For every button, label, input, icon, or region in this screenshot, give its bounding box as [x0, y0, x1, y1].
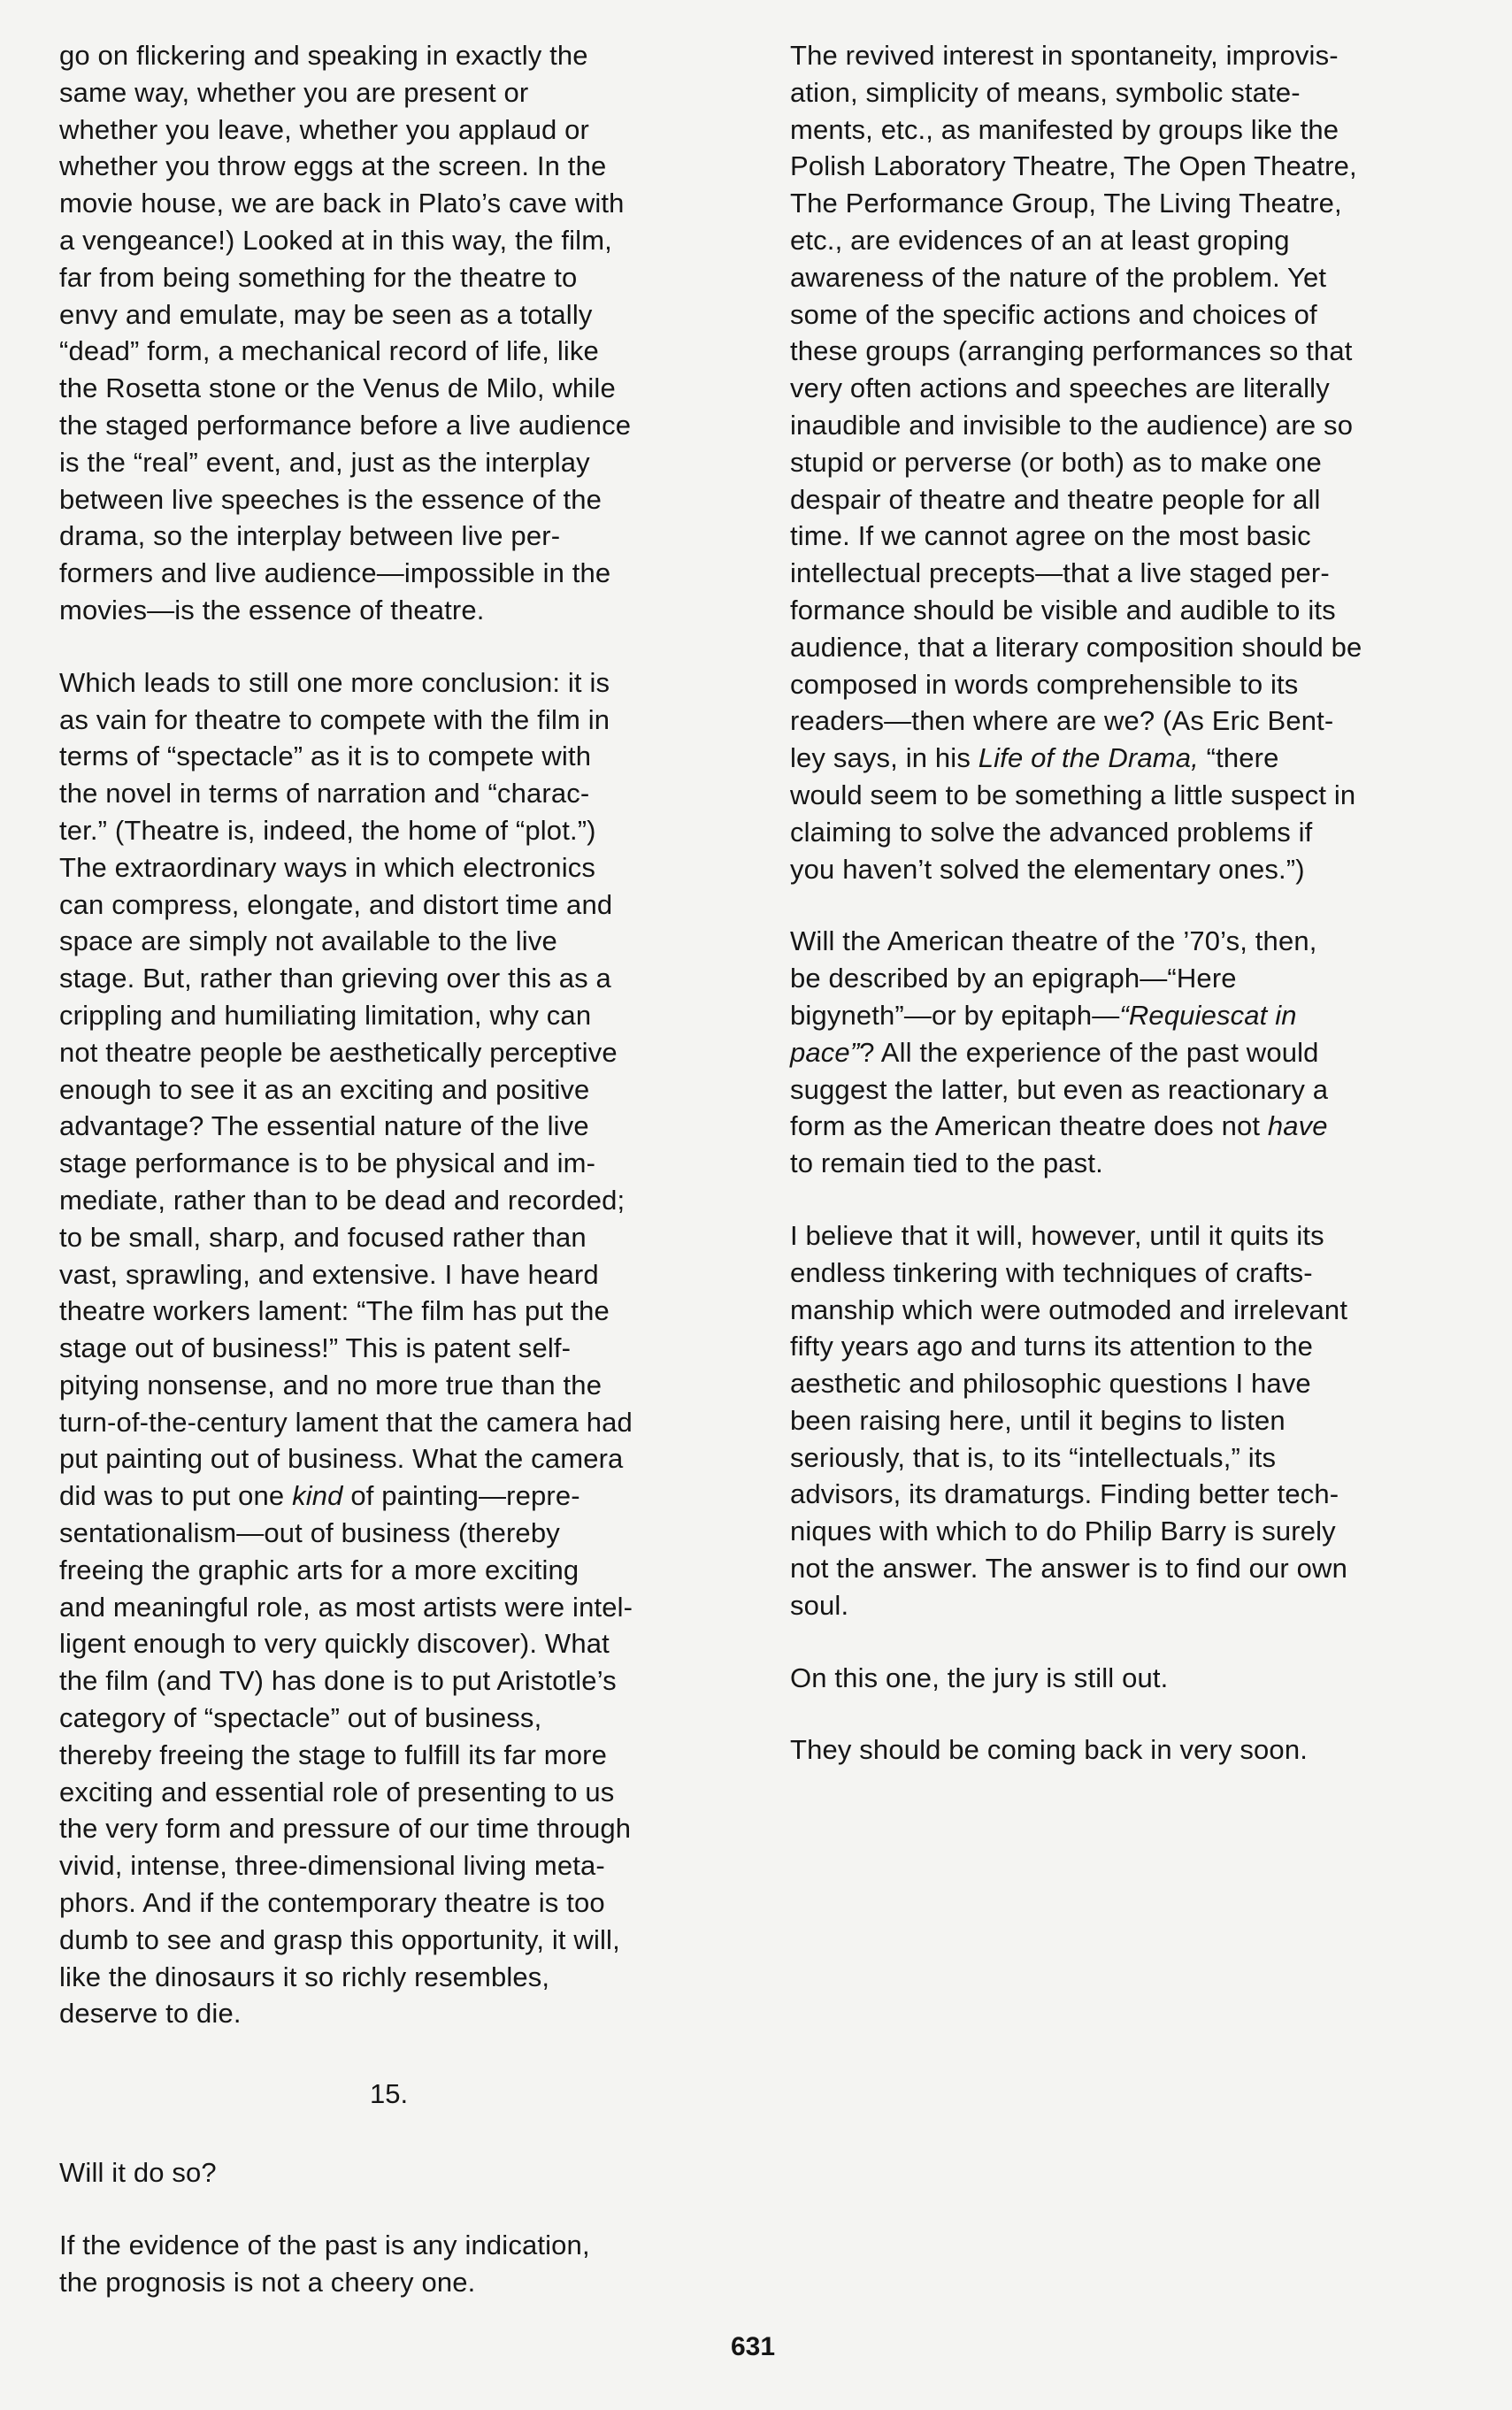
text-line: etc., are evidences of an at least groping	[790, 224, 1290, 256]
text-line	[790, 1108, 1471, 1145]
text-line: be described by an epigraph—“Here	[790, 963, 1237, 994]
text-run: “there	[1198, 742, 1279, 774]
text-line: ligent enough to very quickly discover). What	[59, 1628, 610, 1660]
text-line: turn-of-the-century lament that the camera had	[59, 1406, 633, 1438]
text-line: thereby freeing the stage to fulfill its far more	[59, 1738, 608, 1770]
text-line: Will it do so?	[59, 2157, 217, 2188]
text-line: to remain tied to the past.	[790, 1147, 1103, 1179]
text-line: On this one, the jury is still out.	[790, 1662, 1169, 1693]
text-line: stage performance is to be physical and im-	[59, 1147, 596, 1179]
page-number: 631	[731, 2332, 776, 2361]
text-line	[790, 997, 1471, 1034]
text-run: of painting—repre-	[342, 1480, 580, 1512]
text-line: sentationalism—out of business (thereby	[59, 1517, 560, 1549]
text-line: deserve to die.	[59, 1998, 242, 2030]
text-line: crippling and humiliating limitation, why can	[59, 999, 592, 1031]
text-line: awareness of the nature of the problem. Yet	[790, 261, 1327, 293]
text-line: you haven’t solved the elementary ones.”)	[790, 853, 1305, 885]
text-line: formers and live audience—impossible in the	[59, 557, 611, 589]
text-line: would seem to be something a little suspect in	[790, 779, 1356, 810]
text-run: did was to put one	[59, 1480, 293, 1512]
text-line: whether you throw eggs at the screen. In the	[59, 150, 607, 182]
text-line: some of the specific actions and choices of	[790, 298, 1317, 330]
after-paragraph-1	[59, 2154, 745, 2191]
text-line: soul.	[790, 1589, 849, 1621]
italic-text: pace”	[790, 1036, 860, 1068]
text-line: ments, etc., as manifested by groups like the	[790, 113, 1339, 145]
text-line: far from being something for the theatre to	[59, 261, 578, 293]
left-paragraph-2	[59, 664, 745, 2032]
text-line: not the answer. The answer is to find our own	[790, 1553, 1347, 1585]
text-line: the staged performance before a live audience	[59, 409, 632, 441]
text-line: envy and emulate, may be seen as a totally	[59, 298, 593, 330]
text-line: the Rosetta stone or the Venus de Milo, while	[59, 372, 616, 404]
text-line: stage out of business!” This is patent self-	[59, 1332, 572, 1364]
text-line: intellectual precepts—that a live staged per-	[790, 557, 1330, 589]
text-line: Polish Laboratory Theatre, The Open Theatre,	[790, 150, 1357, 182]
text-line: stage. But, rather than grieving over this as a	[59, 963, 611, 994]
text-line: the very form and pressure of our time through	[59, 1813, 632, 1845]
text-line: a vengeance!) Looked at in this way, the film,	[59, 224, 612, 256]
text-line: fifty years ago and turns its attention to the	[790, 1331, 1314, 1362]
text-line: despair of theatre and theatre people for all	[790, 483, 1321, 515]
after-paragraph-2	[59, 2227, 745, 2301]
text-line: very often actions and speeches are literally	[790, 372, 1330, 404]
text-line: endless tinkering with techniques of crafts-	[790, 1256, 1313, 1288]
text-line: time. If we cannot agree on the most basic	[790, 520, 1311, 552]
text-line	[59, 1477, 745, 1515]
text-line: aesthetic and philosophic questions I have	[790, 1368, 1311, 1400]
text-line: ter.” (Theatre is, indeed, the home of “plot.”)	[59, 814, 596, 846]
text-line: pitying nonsense, and no more true than the	[59, 1369, 602, 1401]
text-line: I believe that it will, however, until it quits its	[790, 1219, 1324, 1251]
book-title: Life of the Drama,	[978, 742, 1199, 774]
text-line: the prognosis is not a cheery one.	[59, 2266, 476, 2298]
text-line: claiming to solve the advanced problems if	[790, 816, 1313, 848]
text-line	[790, 1034, 1471, 1071]
text-line: readers—then where are we? (As Eric Bent-	[790, 705, 1334, 737]
text-line: vivid, intense, three-dimensional living meta-	[59, 1850, 605, 1882]
text-line: composed in words comprehensible to its	[790, 668, 1299, 700]
text-line: mediate, rather than to be dead and recorded;	[59, 1184, 626, 1216]
text-line: enough to see it as an exciting and positive	[59, 1073, 590, 1105]
text-line: manship which were outmoded and irrelevant	[790, 1293, 1348, 1325]
left-paragraph-1	[59, 37, 745, 629]
italic-text: “Requiescat in	[1119, 999, 1297, 1031]
right-paragraph-2	[790, 923, 1471, 1182]
right-paragraph-5	[790, 1731, 1471, 1769]
text-line: ation, simplicity of means, symbolic state-	[790, 76, 1301, 108]
text-line: can compress, elongate, and distort time and	[59, 888, 613, 920]
text-line: category of “spectacle” out of business,	[59, 1702, 542, 1734]
text-line: formance should be visible and audible to its	[790, 594, 1336, 626]
text-line: seriously, that is, to its “intellectuals,” its	[790, 1441, 1277, 1473]
right-paragraph-4	[790, 1660, 1471, 1697]
text-line: between live speeches is the essence of the	[59, 483, 602, 515]
text-line: phors. And if the contemporary theatre is too	[59, 1887, 605, 1919]
text-line: not theatre people be aesthetically perceptive	[59, 1036, 618, 1068]
text-line: If the evidence of the past is any indication,	[59, 2229, 590, 2260]
right-paragraph-3	[790, 1217, 1471, 1624]
text-run: ? All the experience of the past would	[859, 1036, 1319, 1068]
text-line: and meaningful role, as most artists were intel-	[59, 1591, 633, 1623]
text-line: freeing the graphic arts for a more exciting	[59, 1554, 579, 1585]
text-line: to be small, sharp, and focused rather than	[59, 1221, 587, 1253]
text-line: as vain for theatre to compete with the film in	[59, 703, 610, 735]
text-run: form as the American theatre does not	[790, 1110, 1268, 1142]
text-line: space are simply not available to the live	[59, 925, 557, 957]
text-line: movie house, we are back in Plato’s cave with	[59, 188, 625, 219]
text-line: is the “real” event, and, just as the interplay	[59, 446, 590, 478]
text-line: movies—is the essence of theatre.	[59, 594, 485, 626]
italic-text: have	[1267, 1110, 1328, 1142]
text-line: these groups (arranging performances so that	[790, 335, 1353, 367]
text-line: whether you leave, whether you applaud or	[59, 113, 589, 145]
text-line: stupid or perverse (or both) as to make one	[790, 446, 1322, 478]
text-run: bigyneth”—or by epitaph—	[790, 999, 1120, 1031]
text-line: advantage? The essential nature of the live	[59, 1110, 589, 1142]
text-line: They should be coming back in very soon.	[790, 1734, 1308, 1766]
text-line: same way, whether you are present or	[59, 76, 529, 108]
text-line: audience, that a literary composition should be	[790, 631, 1362, 663]
text-line: The Performance Group, The Living Theatre,	[790, 188, 1342, 219]
after-section-text	[59, 2154, 745, 2336]
text-line: put painting out of business. What the camera	[59, 1443, 624, 1475]
text-line: terms of “spectacle” as it is to compete with	[59, 741, 592, 772]
italic-text: kind	[292, 1480, 343, 1512]
text-line: the film (and TV) has done is to put Aristotle’s	[59, 1665, 617, 1697]
text-line: exciting and essential role of presenting to us	[59, 1776, 615, 1808]
left-column	[59, 37, 745, 2068]
text-line: been raising here, until it begins to listen	[790, 1404, 1286, 1436]
right-column	[790, 37, 1471, 1804]
text-line: theatre workers lament: “The film has put the	[59, 1295, 610, 1327]
text-run: ley says, in his	[790, 742, 979, 774]
text-line: vast, sprawling, and extensive. I have heard	[59, 1258, 599, 1290]
text-line: the novel in terms of narration and “charac-	[59, 778, 590, 810]
text-line: Which leads to still one more conclusion: it is	[59, 666, 610, 698]
text-line: suggest the latter, but even as reactionary a	[790, 1073, 1329, 1105]
text-line: The extraordinary ways in which electronics	[59, 851, 596, 883]
text-line: go on flickering and speaking in exactly the	[59, 40, 588, 71]
right-paragraph-1	[790, 37, 1471, 887]
text-line: Will the American theatre of the ’70’s, then,	[790, 925, 1317, 957]
text-line: The revived interest in spontaneity, improvis-	[790, 40, 1339, 71]
text-line: “dead” form, a mechanical record of life, like	[59, 335, 599, 367]
text-line: niques with which to do Philip Barry is surely	[790, 1516, 1336, 1547]
text-line	[790, 740, 1471, 777]
text-line: dumb to see and grasp this opportunity, it will,	[59, 1923, 620, 1955]
text-line: drama, so the interplay between live per-	[59, 520, 561, 552]
section-number: 15.	[370, 2078, 409, 2109]
text-line: advisors, its dramaturgs. Finding better tech-	[790, 1478, 1339, 1510]
text-line: like the dinosaurs it so richly resembles,	[59, 1961, 550, 1992]
text-line: inaudible and invisible to the audience) are so	[790, 409, 1354, 441]
